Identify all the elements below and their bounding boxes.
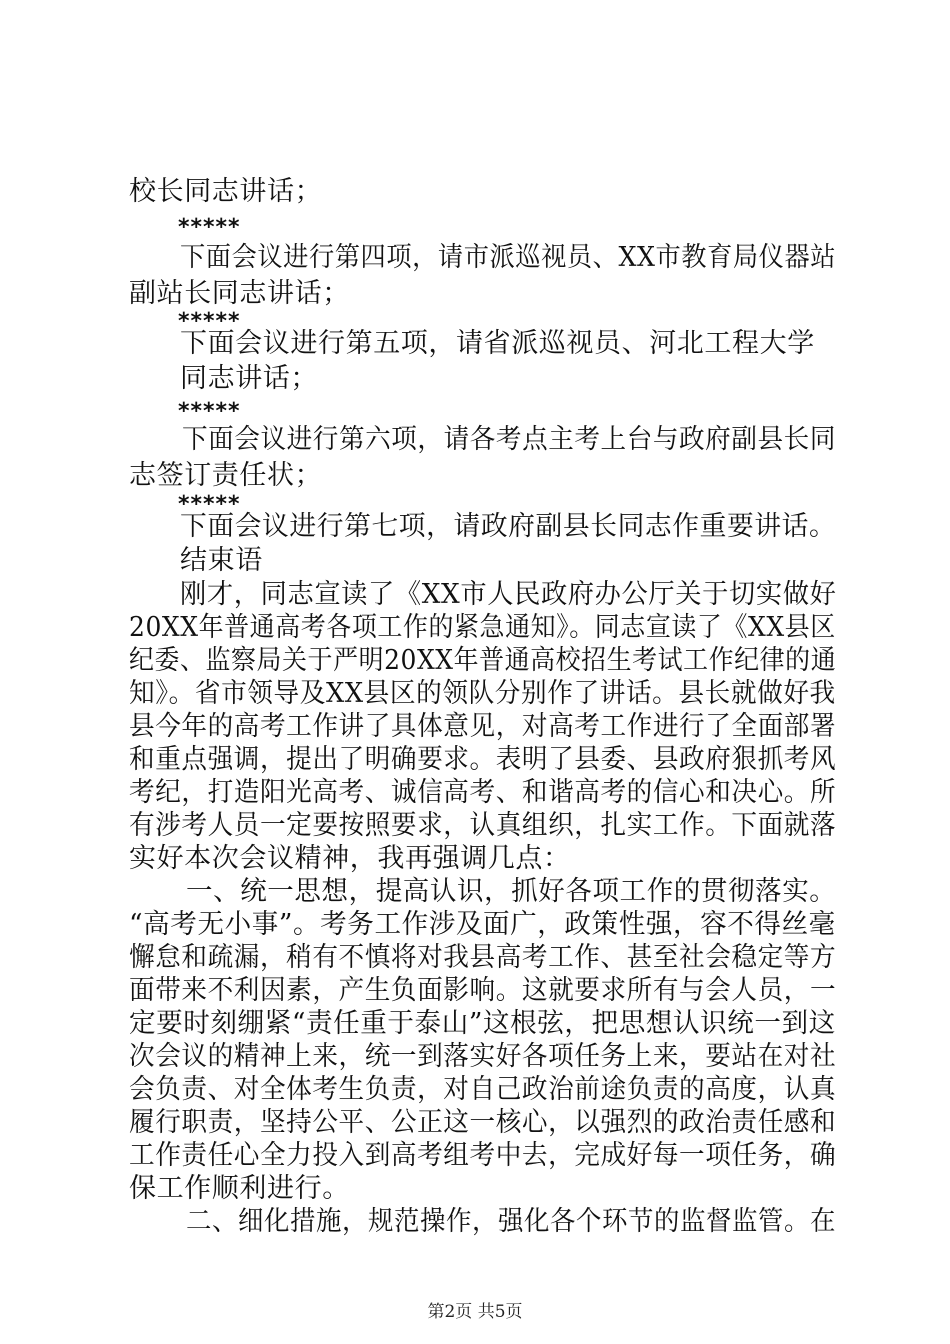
text-line: 下面会议进行第七项，请政府副县长同志作重要讲话。 [180,511,837,542]
section-heading: 二、细化措施，规范操作，强化各个环节的监督监管。在 [186,1206,836,1237]
text-line: 保工作顺利进行。 [129,1173,350,1204]
text-line: 20XX年普通高考各项工作的紧急通知》。同志宣读了《XX县区 [129,612,836,643]
separator-stars: ***** [178,309,241,334]
text-line: 下面会议进行第五项，请省派巡视员、河北工程大学 [180,328,815,359]
text-line: 校长同志讲话； [129,176,323,207]
separator-stars: ***** [178,492,241,517]
text-line: 面带来不利因素，产生负面影响。这就要求所有与会人员，一 [129,975,837,1006]
text-line: 同志讲话； [180,363,318,394]
text-line: 次会议的精神上来，统一到落实好各项任务上来，要站在对社 [129,1041,837,1072]
text-line: 志签订责任状； [129,460,323,491]
text-line: 纪委、监察局关于严明20XX年普通高校招生考试工作纪律的通 [129,645,837,676]
text-line: 副站长同志讲话； [129,278,350,309]
text-line: 实好本次会议精神，我再强调几点： [129,843,571,874]
text-line: 定要时刻绷紧“责任重于泰山”这根弦，把思想认识统一到这 [129,1008,836,1039]
text-line: 和重点强调，提出了明确要求。表明了县委、县政府狠抓考风 [129,744,837,775]
text-line: 知》。省市领导及XX县区的领队分别作了讲话。县长就做好我 [129,678,836,709]
separator-stars: ***** [178,215,241,240]
separator-stars: ***** [178,399,241,424]
section-heading: 结束语 [180,545,263,576]
text-line: 考纪，打造阳光高考、诚信高考、和谐高考的信心和决心。所 [129,777,837,808]
section-heading: 一、统一思想，提高认识，抓好各项工作的贯彻落实。 [186,876,837,907]
text-line: 履行职责，坚持公平、公正这一核心，以强烈的政治责任感和 [129,1107,837,1138]
text-line: 有涉考人员一定要按照要求，认真组织，扎实工作。下面就落 [129,810,837,841]
page-number-footer: 第2页 共5页 [427,1302,523,1322]
text-line: 会负责、对全体考生负责，对自己政治前途负责的高度，认真 [129,1074,837,1105]
text-line: 懈怠和疏漏，稍有不慎将对我县高考工作、甚至社会稳定等方 [129,942,837,973]
text-line: 县今年的高考工作讲了具体意见，对高考工作进行了全面部署 [129,711,837,742]
text-line: 下面会议进行第六项，请各考点主考上台与政府副县长同 [182,424,836,455]
text-line: 刚才，同志宣读了《XX市人民政府办公厅关于切实做好 [180,579,837,610]
text-line: “高考无小事”。考务工作涉及面广，政策性强，容不得丝毫 [129,909,836,940]
text-line: 下面会议进行第四项，请市派巡视员、XX市教育局仪器站 [180,242,837,273]
text-line: 工作责任心全力投入到高考组考中去，完成好每一项任务，确 [129,1140,837,1171]
